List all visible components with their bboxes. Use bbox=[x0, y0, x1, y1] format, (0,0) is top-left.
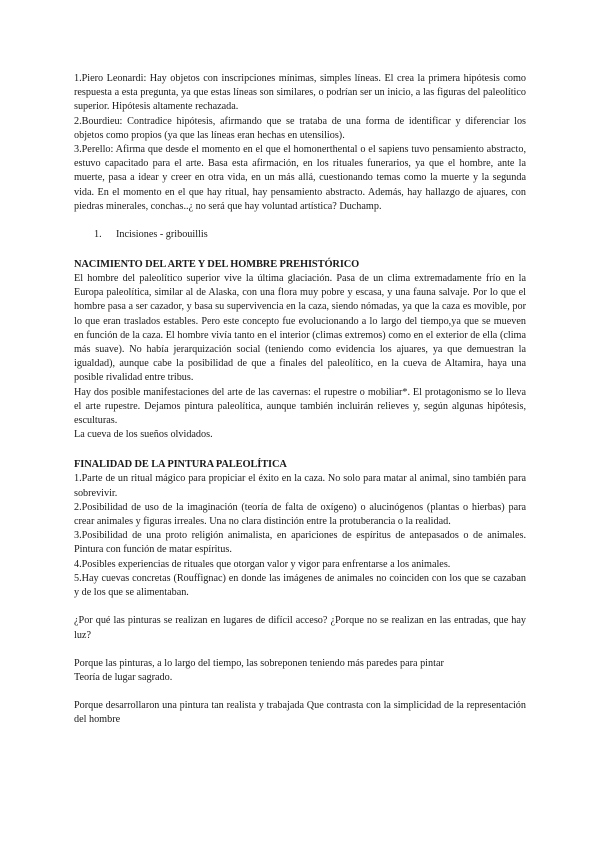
list-item bbox=[94, 228, 526, 242]
section2-paragraph-5: 5.Hay cuevas concretas (Rouffignac) en donde las imágenes de animales no coinciden con los que se cazaban y de los que se alimentaban. bbox=[74, 572, 526, 599]
section2-paragraph-2: 2.Posibilidad de uso de la imaginación (teoría de falta de oxígeno) o alucinógenos (plantas o hierbas) para crear animales y figuras irreales. Una no clara distinción entre la protuberancia o la realidad. bbox=[74, 501, 526, 528]
question-paragraph: ¿Por qué las pinturas se realizan en lugares de difícil acceso? ¿Porque no se realizan en las entradas, que hay luz? bbox=[74, 615, 526, 641]
section-title-nacimiento: NACIMIENTO DEL ARTE Y DEL HOMBRE PREHISTÓRICO bbox=[74, 259, 360, 271]
intro-paragraph-1: 1.Piero Leonardi: Hay objetos con inscripciones mínimas, simples líneas. El crea la primera hipótesis como respuesta a esta pregunta, ya que estas líneas son similares, o podrían ser un inicio, a las figuras del paleolítico superior. Hipótesis altamente rechazada. bbox=[74, 73, 526, 113]
section1-paragraph-3: La cueva de los sueños olvidados. bbox=[74, 429, 213, 441]
section2-paragraph-1: 1.Parte de un ritual mágico para propiciar el éxito en la caza. No solo para matar al animal, sino también para sobrevivir. bbox=[74, 473, 526, 499]
section2-paragraph-3: 3.Posibilidad de una proto religión animalista, en apariciones de espíritus de antepasados o de animales. Pintura con función de matar espíritus. bbox=[74, 530, 526, 556]
intro-paragraph-2: 2.Bourdieu: Contradice hipótesis, afirmando que se trataba de una forma de identificar y diferenciar los objetos como propios (ya que las líneas eran hechas en utensilios). bbox=[74, 115, 526, 141]
list-item-number: 1. bbox=[94, 229, 102, 241]
section2-paragraph-4: 4.Posibles experiencias de rituales que otorgan valor y vigor para enfrentarse a los animales. bbox=[74, 558, 451, 570]
section1-paragraph-1: El hombre del paleolítico superior vive la última glaciación. Pasa de un clima extremadamente frío en la Europa paleolítica, similar al de Alaska, con una flora muy pobre y escasa, y una fauna salvaje. Por lo que el hombre pasa a ser cazador, y basa su supervivencia en la caza, siendo nómadas, ya que la caza es movible, por lo que eran traslados estables. Pero este concepto fue evolucionando a lo largo del tiempo,ya que se mueven en función de la caza. El hombre vivía tanto en el interior (climas extremos) como en el exterior de ella (clima más suave). No había jerarquización social (teniendo como evidencia los ajuares, ya que demuestran la igualdad), aunque cabe la posibilidad de que a finales del paleolítico, en la cueva de Altamira, haya una posible rivalidad entre tribus. bbox=[74, 273, 526, 384]
answer-paragraph-2: Teoría de lugar sagrado. bbox=[74, 671, 173, 683]
document-page bbox=[74, 72, 526, 728]
section-title-finalidad: FINALIDAD DE LA PINTURA PALEOLÍTICA bbox=[74, 459, 287, 471]
section1-paragraph-2: Hay dos posible manifestaciones del arte de las cavernas: el rupestre o mobiliar*. El protagonismo se lo lleva el arte rupestre. Dejamos pintura paleolítica, aunque también incluirán relieves y, según algunas hipótesis, esculturas. bbox=[74, 386, 526, 427]
closing-paragraph: Porque desarrollaron una pintura tan realista y trabajada Que contrasta con la simplicidad de la representación del hombre bbox=[74, 700, 526, 726]
list-item-text: Incisiones - gribouillis bbox=[116, 229, 208, 241]
answer-paragraph-1: Porque las pinturas, a lo largo del tiempo, las sobreponen teniendo más paredes para pintar bbox=[74, 657, 444, 669]
intro-paragraph-3: 3.Perello: Afirma que desde el momento en el que el homonerthental o el sapiens tuvo pensamiento abstracto, estuvo capacitado para el arte. Basa esta afirmación, en los rituales funerarios, ya que el hombre, ante la muerte, pasa a idear y creer en otra vida, en un más allá, cuestionando temas como la muerte y la segunda vida. En el momento en el que hay ritual, hay pensamiento abstracto. Además, hay hallazgo de ajuares, con piedras minerales, conchas..¿ no será que hay voluntad artística? Duchamp. bbox=[74, 144, 526, 212]
